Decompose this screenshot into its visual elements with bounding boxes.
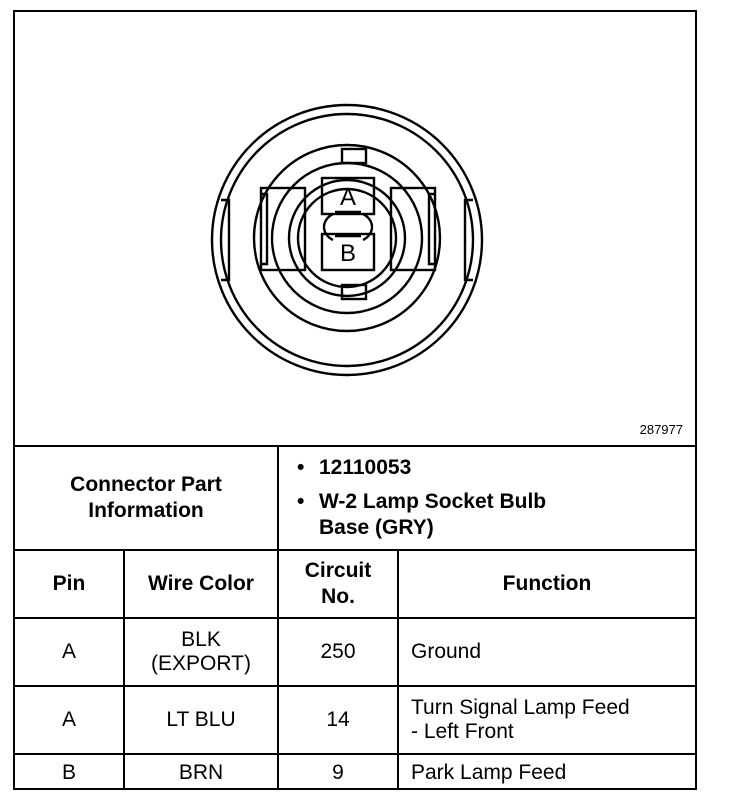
- table-row: [15, 618, 695, 686]
- table-header-row: [15, 550, 695, 618]
- header-circuit-no: Circuit No.: [278, 550, 398, 618]
- connector-info-item: • 12110053: [297, 456, 412, 479]
- cell-function: Park Lamp Feed: [398, 754, 695, 790]
- center-contact-left: [324, 214, 333, 240]
- connector-diagram-frame: [13, 10, 697, 790]
- cell-wire-color: LT BLU: [124, 686, 278, 754]
- cell-function: Turn Signal Lamp Feed - Left Front: [398, 686, 695, 754]
- pin-a-label: A: [339, 184, 357, 211]
- connector-info-list: [278, 446, 695, 550]
- connector-info-label-text: Connector Part Information: [70, 473, 222, 522]
- connector-info-item: • W-2 Lamp Socket Bulb Base (GRY): [297, 490, 547, 539]
- table-row: [15, 754, 695, 790]
- center-contact-right: [363, 214, 372, 240]
- cell-pin: A: [15, 618, 124, 686]
- cell-wire-color: BRN: [124, 754, 278, 790]
- header-function: Function: [398, 550, 695, 618]
- pin-b-label: B: [339, 240, 357, 267]
- inner-ring: [254, 145, 440, 331]
- connector-info-label: [15, 446, 278, 550]
- cell-circuit: 250: [278, 618, 398, 686]
- top-key: [342, 149, 366, 163]
- header-pin: Pin: [15, 550, 124, 618]
- cell-circuit: 9: [278, 754, 398, 790]
- connector-info-row: [15, 446, 695, 550]
- connector-face-svg: [15, 12, 695, 445]
- cell-circuit: 14: [278, 686, 398, 754]
- header-wire-color: Wire Color: [124, 550, 278, 618]
- cell-pin: B: [15, 754, 124, 790]
- cell-function: Ground: [398, 618, 695, 686]
- figure-number: 287977: [639, 422, 683, 437]
- table-row: [15, 686, 695, 754]
- cell-wire-color: BLK (EXPORT): [124, 618, 278, 686]
- cell-pin: A: [15, 686, 124, 754]
- connector-face-diagram: [15, 12, 695, 445]
- connector-table: [15, 445, 695, 790]
